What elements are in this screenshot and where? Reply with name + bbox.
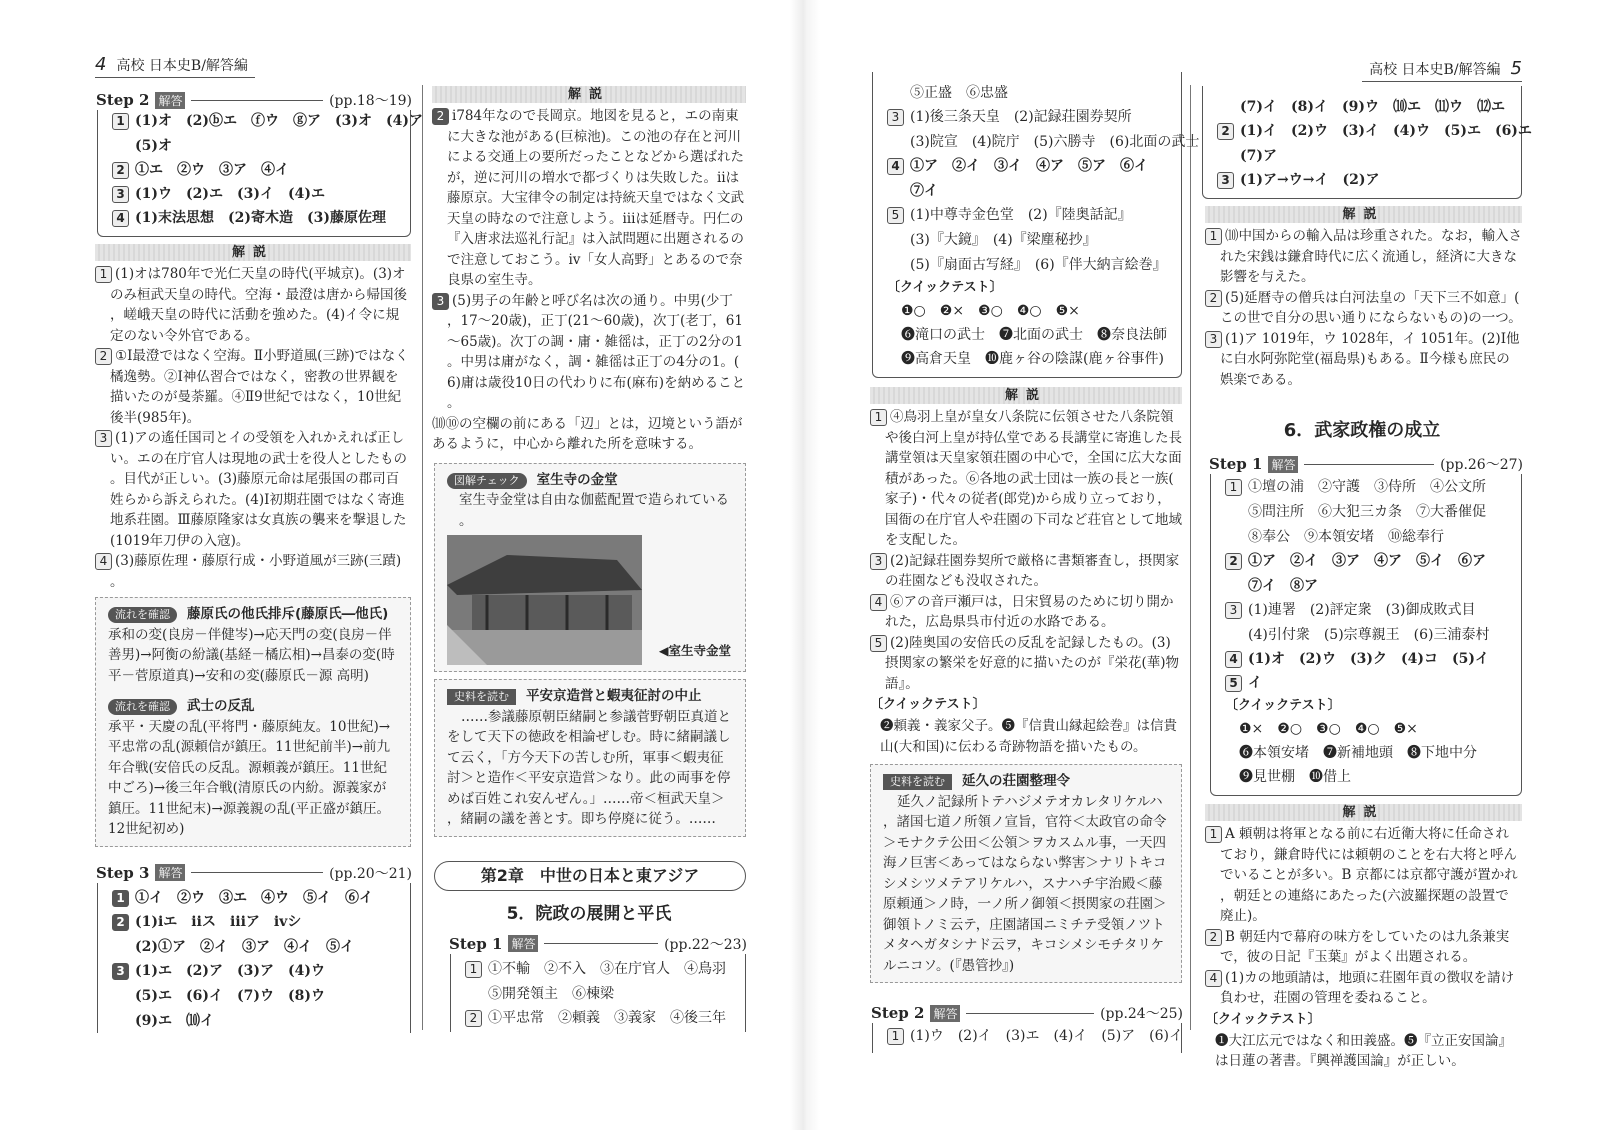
commentary-text: ⑽中国からの輸入品は珍重された。なお，輸入された宋銭は鎌倉時代に広く流通し，経済に大きな影響を与えた。 <box>1220 228 1522 285</box>
commentary-text: ⑽⑩の空欄の前にある「辺」とは，辺境という語があるように，中心から離れた所を意味する。 <box>432 415 743 452</box>
chapter-title: 第2章 中世の日本と東アジア <box>434 861 746 891</box>
question-number: 1 <box>1225 479 1242 496</box>
question-number: 1 <box>1205 228 1222 245</box>
flow-check-box <box>95 597 411 847</box>
question-number <box>465 981 482 998</box>
answer-row <box>1225 671 1511 695</box>
step1-answer-box <box>1209 455 1523 796</box>
flow-section <box>108 696 398 717</box>
question-number: 1 <box>112 113 129 130</box>
question-number: 3 <box>1217 172 1234 189</box>
answer-row <box>112 983 400 1008</box>
question-number: 2 <box>112 914 129 931</box>
step2-answer-box <box>96 91 423 237</box>
question-number: 1 <box>465 961 482 978</box>
step2-answer-box <box>871 1004 1183 1053</box>
commentary-text: (1)ア 1019年，ウ 1028年，イ 1051年。(2)Ⅰ他に白水阿弥陀堂(福島県)もある。Ⅱ今様も庶民の娯楽である。 <box>1220 330 1520 388</box>
answer-row <box>887 227 1171 252</box>
step-title: Step 2 <box>96 91 150 109</box>
commentary-text: ④鳥羽上皇が皇女八条院に伝領させた八条院領や後白河上皇が持仏堂である長講堂に寄進した長講堂領は天皇家領荘園の中心で，全国に広大な面積があった。⑥各地の武士団は一族の長と一族(家子)・代々の従者(郎党)から成り立っており，国衙の在庁官人や荘園の下司など荘官として地域を支配した。 <box>885 409 1182 548</box>
commentary-item <box>870 407 1182 551</box>
question-number: 1 <box>1205 826 1222 843</box>
answer-text: (1)ウ (2)エ (3)イ (4)エ <box>135 186 325 202</box>
question-number: 4 <box>887 158 904 175</box>
commentary-item <box>1205 968 1522 1009</box>
commentary-item <box>95 428 411 551</box>
commentary-item <box>1205 329 1522 391</box>
quick-test-answers: ❶× ❷○ ❸○ ❹○ ❺× <box>1239 721 1418 737</box>
left-page-column-2 <box>432 86 746 1032</box>
running-header-left <box>95 54 255 78</box>
source-title: 延久の荘園整理令 <box>962 773 1070 789</box>
question-number: 2 <box>1217 123 1234 140</box>
answer-row <box>112 934 400 959</box>
answer-text: (3)院宣 (4)院庁 (5)六勝寺 (6)北面の武士 <box>910 134 1200 150</box>
answer-row <box>1225 647 1511 671</box>
answer-text: (1)ウ (2)イ (3)エ (4)イ (5)ア (6)イ <box>910 1028 1183 1044</box>
question-number <box>1217 94 1234 111</box>
answer-row <box>1225 622 1511 647</box>
page-range: (pp.24〜25) <box>1100 1006 1183 1022</box>
answer-row <box>1217 143 1511 168</box>
question-number: 4 <box>1205 970 1222 987</box>
answer-text: (1)連署 (2)評定衆 (3)御成敗式目 <box>1248 602 1476 618</box>
step3-answer-box <box>96 863 412 1033</box>
question-number: 3 <box>887 109 904 126</box>
question-number: 1 <box>887 1028 904 1045</box>
step-header <box>449 934 747 954</box>
flow-tag: 流れを確認 <box>108 699 177 715</box>
photo-caption: ◀室生寺金堂 <box>658 642 731 658</box>
question-number: 3 <box>1225 602 1242 619</box>
answer-badge: 解答 <box>508 935 538 952</box>
page-range: (pp.26〜27) <box>1440 457 1523 473</box>
commentary-text: ⅰ784年なので長岡京。地図を見ると，エの南東に大きな池がある(巨椋池)。この池の存在と河川による交通上の要所だったことなどから選ばれたが，逆に河川の増水で都づくりは失敗した。ⅱは藤原京。大宝律令の制定は持統天皇ではなく文武天皇の時なので注意しよう。ⅲは延暦寺。円仁の『入唐求法巡礼行記』は入試問題に出題されるので注意しておこう。ⅳ「女人高野」とあるので奈良県の室生寺。 <box>447 108 744 288</box>
question-number <box>1225 499 1242 516</box>
answer-text: (9)エ ⑽イ <box>135 1012 214 1029</box>
commentary-text: ①Ⅰ最澄ではなく空海。Ⅱ小野道風(三跡)ではなく橘逸勢。②Ⅰ神仏習合ではなく，密教の世界観を描いたのが曼荼羅。④Ⅱ9世紀ではなく，10世紀後半(985年)。 <box>110 348 409 426</box>
quick-test-answers: ❻滝口の武士 ❼北面の武士 ❽奈良法師 <box>901 327 1167 343</box>
answer-row <box>112 959 400 983</box>
answer-row <box>112 206 400 230</box>
question-number <box>1225 622 1242 639</box>
question-number: 2 <box>112 162 129 179</box>
commentary-text: A 頼朝は将軍となる前に右近衛大将に任命されており，鎌倉時代には頼朝のことを右大将と呼んでいることが多い。B 京都には京都守護が置かれ，朝廷との連絡にあたった(六波羅探題の設置で廃止)。 <box>1220 826 1518 924</box>
answer-row <box>1217 119 1532 143</box>
flow-text: 承和の変(良房－伴健岑)→応天門の変(良房－伴善男)→阿衡の紛議(基経－橘広相)→昌泰の変(時平－菅原道真)→安和の変(藤原氏－源 高明) <box>108 626 395 684</box>
commentary-text: (3)藤原佐理・藤原行成・小野道風が三跡(三蹟)。 <box>110 553 402 590</box>
question-number <box>1225 573 1242 590</box>
commentary-text: (2)陸奥国の安倍氏の反乱を記録したもの。(3)摂関家の繁栄を好意的に描いたのが『栄花(華)物語』。 <box>885 634 1180 692</box>
commentary <box>1205 226 1522 390</box>
quick-test-label: 〔クイックテスト〕 <box>1205 1011 1321 1027</box>
answer-text: (1)オ (2)ⓑエ ⓕウ ⓖア (3)オ (4)ア <box>135 113 423 129</box>
question-number: 2 <box>432 108 449 125</box>
commentary-item <box>1205 288 1522 329</box>
temple-photo <box>447 535 642 665</box>
answer-row <box>887 252 1171 277</box>
commentary-item <box>1205 226 1522 288</box>
answer-row <box>1225 549 1511 573</box>
quick-test-commentary: ❷頼義・義家父子。❺『信貴山縁起絵巻』は信貴山(大和国)に伝わる奇跡物語を描いたもの。 <box>880 718 1177 755</box>
answer-row <box>112 1008 400 1033</box>
source-tag: 史料を読む <box>883 774 952 790</box>
quick-test-label: 〔クイックテスト〕 <box>887 280 1003 295</box>
source-reading-box <box>434 679 746 837</box>
answer-text: ⑦イ ⑧ア <box>1248 578 1318 594</box>
answer-row <box>887 80 1171 105</box>
answer-text: (4)引付衆 (5)宗尊親王 (6)三浦泰村 <box>1248 627 1490 643</box>
question-number <box>887 227 904 244</box>
question-number <box>1225 524 1242 541</box>
question-number: 2 <box>95 348 112 365</box>
flow-title: 藤原氏の他氏排斥(藤原氏―他氏) <box>187 606 389 622</box>
answer-text: (1)末法思想 (2)寄木造 (3)藤原佐理 <box>135 210 386 226</box>
commentary-item <box>1205 927 1522 968</box>
question-number: 5 <box>887 207 904 224</box>
answer-row <box>1217 94 1511 119</box>
running-header-text: 高校 日本史B/解答編 <box>1369 62 1501 78</box>
answer-row <box>112 886 400 910</box>
answer-row <box>465 957 735 981</box>
commentary-item <box>432 291 746 414</box>
answer-row <box>465 1006 735 1030</box>
answer-text: ⑤正盛 ⑥忠盛 <box>910 85 1008 101</box>
answer-row <box>1225 598 1511 622</box>
answer-text: (1)ⅰエ ⅱス ⅲア ⅳシ <box>135 913 302 930</box>
answer-text: ①平忠常 ②頼義 ③義家 ④後三年 <box>488 1009 726 1026</box>
source-text: ……参議藤原朝臣緒嗣と参議菅野朝臣真道とをして天下の徳政を相論ぜしむ。時に緒嗣議して云く，「方今天下の苦しむ所，軍事＜蝦夷征討＞と造作＜平安京造営＞なり。此の両事を停めば百姓これ安んぜん。」……帝＜桓武天皇＞，緒嗣の議を善とす。即ち停廃に従う。…… <box>447 708 731 827</box>
commentary-heading: 解説 <box>1205 804 1522 821</box>
diagram-check-title: 室生寺の金堂 <box>536 471 618 488</box>
running-header-right <box>1362 58 1522 82</box>
answer-row <box>1225 475 1511 499</box>
question-number: 4 <box>870 594 887 611</box>
answer-row <box>112 910 400 934</box>
answer-row <box>1217 168 1511 192</box>
quick-test-answers: ❾見世棚 ❿借上 <box>1239 769 1351 785</box>
page-range: (pp.20〜21) <box>329 865 412 882</box>
column-divider <box>422 85 423 1030</box>
right-page-column-2 <box>1202 58 1532 1072</box>
question-number <box>112 133 129 150</box>
step2-answer-box-continued <box>1202 86 1532 199</box>
step-title: Step 2 <box>871 1004 925 1022</box>
question-number <box>1217 143 1234 160</box>
answer-text: ⑧奉公 ⑨本領安堵 ⑩総奉行 <box>1248 529 1444 545</box>
answer-row <box>1225 524 1511 549</box>
question-number: 5 <box>1225 675 1242 692</box>
answer-badge: 解答 <box>155 864 185 881</box>
section-title: 5．院政の展開と平氏 <box>506 903 672 924</box>
question-number: 3 <box>1205 331 1222 348</box>
answer-text: ①イ ②ウ ③エ ④ウ ⑤イ ⑥イ <box>135 889 373 906</box>
answer-row <box>887 178 1171 203</box>
answer-text: ⑤開発領主 ⑥棟梁 <box>488 985 614 1002</box>
commentary-item <box>870 633 1182 695</box>
flow-section <box>108 604 398 625</box>
source-tag: 史料を読む <box>447 689 516 705</box>
quick-test-answers: ❾高倉天皇 ❿鹿ヶ谷の陰謀(鹿ヶ谷事件) <box>901 351 1164 367</box>
answer-row <box>1225 573 1511 598</box>
commentary-text: (5)男子の年齢と呼び名は次の通り。中男(少丁，17～20歳)，正丁(21～60歳)，次丁(老丁，61～65歳)。次丁の調・庸・雑徭は，正丁の2分の1。中男は庸がなく，調・雑徭は正丁の4分の1。(6)庸は歳役10日の代わりに布(麻布)を納めること。 <box>447 292 746 411</box>
question-number: 3 <box>432 293 449 310</box>
answer-row <box>887 203 1171 227</box>
source-reading-box <box>870 764 1182 983</box>
answer-badge: 解答 <box>155 92 185 109</box>
question-number <box>887 80 904 97</box>
answer-badge: 解答 <box>930 1005 960 1022</box>
right-page-column-1 <box>870 72 1200 1053</box>
step-header <box>96 90 412 110</box>
commentary-item <box>870 592 1182 633</box>
flow-text: 承平・天慶の乱(平将門・藤原純友。10世紀)→平忠常の乱(源頼信が鎮圧。11世紀前半)→前九年合戦(安倍氏の反乱。源頼義が鎮圧。11世紀中ごろ)→後三年合戦(清原氏の内紛。源義家が鎮圧。11世紀末)→源義親の乱(平正盛が鎮圧。12世紀初め) <box>108 718 391 837</box>
question-number: 3 <box>95 430 112 447</box>
commentary-item <box>95 551 411 592</box>
answer-text: ①壇の浦 ②守護 ③侍所 ④公文所 <box>1248 479 1486 495</box>
question-number <box>112 983 129 1000</box>
question-number: 5 <box>870 635 887 652</box>
question-number: 3 <box>112 186 129 203</box>
commentary <box>432 106 746 455</box>
section-title: 6．武家政権の成立 <box>1283 420 1441 441</box>
step-header <box>1209 454 1523 474</box>
page-number: 5 <box>1510 58 1522 79</box>
diagram-check-tag: 図解チェック <box>447 473 527 489</box>
answer-badge: 解答 <box>1268 456 1298 473</box>
commentary-item <box>432 414 746 455</box>
question-number: 4 <box>95 553 112 570</box>
commentary-text: (5)延暦寺の僧兵は白河法皇の「天下三不如意」(この世で自分の思い通りにならないもの)の一つ。 <box>1220 289 1522 326</box>
answer-text: ①ア ②イ ③イ ④ア ⑤ア ⑥イ <box>910 158 1148 174</box>
answer-row <box>887 154 1171 178</box>
commentary-text: (1)アの遙任国司とイの受領を入れかえれば正しい。エの在庁官人は現地の武士を役人としたもの。目代が正しい。(3)藤原元命は尾張国の郡司百姓らから訴えられた。(4)Ⅰ初期荘園ではなく寄進地系荘園。Ⅲ藤原隆家は女真族の襲来を撃退した(1019年刀伊の入寇)。 <box>110 430 407 549</box>
question-number <box>887 252 904 269</box>
quick-test-answers: ❶○ ❷× ❸○ ❹○ ❺× <box>901 303 1080 319</box>
commentary-text: ⑥アの音戸瀬戸は，日宋貿易のために切り開かれた，広島県呉市付近の水路である。 <box>885 593 1174 630</box>
step-title: Step 3 <box>96 863 150 882</box>
question-number: 3 <box>870 553 887 570</box>
question-number <box>112 1008 129 1025</box>
answer-row <box>112 158 400 182</box>
answer-text: ①不輸 ②不入 ③在庁官人 ④鳥羽 <box>488 960 726 977</box>
page-gutter <box>790 0 820 1130</box>
commentary-heading: 解説 <box>1205 206 1522 223</box>
answer-text: (5)エ (6)イ (7)ウ (8)ウ <box>135 987 325 1004</box>
answer-row <box>887 129 1200 154</box>
step-title: Step 1 <box>1209 455 1263 473</box>
page-range: (pp.18〜19) <box>329 93 412 109</box>
page-number: 4 <box>95 54 107 75</box>
answer-row <box>887 105 1171 129</box>
question-number: 2 <box>1205 290 1222 307</box>
question-number: 2 <box>1225 553 1242 570</box>
answer-text: ①エ ②ウ ③ア ④イ <box>135 162 289 178</box>
commentary-item <box>1205 824 1522 927</box>
answer-text: (1)ア→ウ→イ (2)ア <box>1240 172 1380 188</box>
question-number: 4 <box>1225 651 1242 668</box>
diagram-check-text: 室生寺金堂は自由な伽藍配置で造られている。 <box>459 492 729 529</box>
question-number: 2 <box>1205 929 1222 946</box>
answer-text: (5)『扇面古写経』 (6)『伴大納言絵巻』 <box>910 257 1167 273</box>
question-number: 3 <box>112 963 129 980</box>
answer-row <box>887 1024 1183 1048</box>
commentary-item <box>432 106 746 291</box>
running-header-text: 高校 日本史B/解答編 <box>116 58 248 74</box>
quick-test-answers: ❻本領安堵 ❼新補地頭 ❽下地中分 <box>1239 745 1477 761</box>
step-title: Step 1 <box>449 934 503 953</box>
answer-text: (7)イ (8)イ (9)ウ ⑽エ ⑾ウ ⑿エ <box>1240 99 1505 115</box>
answer-text: (1)オ (2)ウ (3)ク (4)コ (5)イ <box>1248 651 1489 667</box>
answer-text: (7)ア <box>1240 148 1277 164</box>
flow-title: 武士の反乱 <box>187 698 255 714</box>
commentary-text: (2)記録荘園券契所で厳格に書類審査し，摂関家の荘園なども没収された。 <box>885 552 1180 589</box>
page-range: (pp.22〜23) <box>664 936 747 953</box>
commentary-heading: 解説 <box>870 387 1182 404</box>
answer-text: (2)①ア ②イ ③ア ④イ ⑤イ <box>135 938 354 955</box>
column-divider <box>1190 85 1191 1030</box>
commentary-heading: 解説 <box>432 86 746 103</box>
commentary-heading: 解説 <box>95 244 411 261</box>
question-number: 1 <box>870 409 887 426</box>
step-header <box>871 1003 1183 1023</box>
commentary-item <box>870 551 1182 592</box>
diagram-check-box <box>434 463 746 673</box>
answer-text: イ <box>1248 675 1262 691</box>
question-number: 2 <box>465 1010 482 1027</box>
source-title: 平安京造営と蝦夷征討の中止 <box>526 688 702 704</box>
flow-tag: 流れを確認 <box>108 607 177 623</box>
commentary-text: (1)オは780年で光仁天皇の時代(平城京)。(3)オのみ桓武天皇の時代。空海・最澄は唐から帰国後，嵯峨天皇の時代に活動を強めた。(4)イ令に規定のない令外官である。 <box>110 266 407 344</box>
step1-answer-box <box>449 934 747 1032</box>
answer-row <box>1225 499 1511 524</box>
quick-test-commentary: ❶大江広元ではなく和田義盛。❺『立正安国論』は日蓮の著書。『興禅護国論』が正しい。 <box>1215 1032 1512 1069</box>
left-page-column-1 <box>95 54 423 1033</box>
question-number <box>887 129 904 146</box>
answer-text: (1)後三条天皇 (2)記録荘園券契所 <box>910 109 1132 125</box>
commentary <box>95 264 411 592</box>
commentary-item <box>95 346 411 428</box>
answer-row <box>465 981 735 1006</box>
question-number: 1 <box>95 266 112 283</box>
question-number: 1 <box>112 890 129 907</box>
answer-text: (5)オ <box>135 138 172 154</box>
answer-text: ⑦イ <box>910 183 938 199</box>
question-number <box>887 178 904 195</box>
commentary <box>1205 824 1522 1072</box>
answer-text: ①ア ②イ ③ア ④ア ⑤イ ⑥ア <box>1248 553 1486 569</box>
commentary <box>870 407 1182 757</box>
answer-text: (1)イ (2)ウ (3)イ (4)ウ (5)エ (6)エ <box>1240 123 1532 139</box>
answer-text: (1)中尊寺金色堂 (2)『陸奥話記』 <box>910 207 1132 223</box>
commentary-text: B 朝廷内で幕府の味方をしていたのは九条兼実で，彼の日記『玉葉』がよく出題される。 <box>1220 928 1510 965</box>
source-text: 延久ノ記録所トテハジメテオカレタリケルハ，諸国七道ノ所領ノ宣旨，官符＜太政官の命令＞モナクテ公田＜公領＞ヲカスムル事，一天四海ノ巨害＜あってはならない弊害＞ナリトキコシメシツメテアリケルハ，スナハチ宇治殿＜藤原頼通＞ノ時，一ノ所ノ御領＜摂関家の荘園＞御領トノミ云テ，庄園諸国ニミチテ受領ノツトメタヘガタシナド云ヲ，キコシメシモチタリケルニコソ。(『愚管抄』) <box>883 793 1167 974</box>
answer-text: (3)『大鏡』 (4)『梁塵秘抄』 <box>910 232 1097 248</box>
answer-row <box>112 182 400 206</box>
answer-text: ⑤問注所 ⑥大犯三カ条 ⑦大番催促 <box>1248 504 1486 520</box>
quick-test-label: 〔クイックテスト〕 <box>1225 698 1341 713</box>
answer-text: (1)エ (2)ア (3)ア (4)ウ <box>135 962 325 979</box>
commentary-text: (1)カの地頭請は，地頭に荘園年貢の徴収を請け負わせ，荘園の管理を委ねること。 <box>1220 969 1515 1006</box>
quick-test-label: 〔クイックテスト〕 <box>870 697 986 712</box>
step1-answer-box-continued <box>872 72 1200 378</box>
answer-row <box>112 109 423 133</box>
step-header <box>96 863 412 883</box>
question-number: 4 <box>112 210 129 227</box>
answer-row <box>112 133 400 158</box>
commentary-item <box>95 264 411 346</box>
question-number <box>112 934 129 951</box>
